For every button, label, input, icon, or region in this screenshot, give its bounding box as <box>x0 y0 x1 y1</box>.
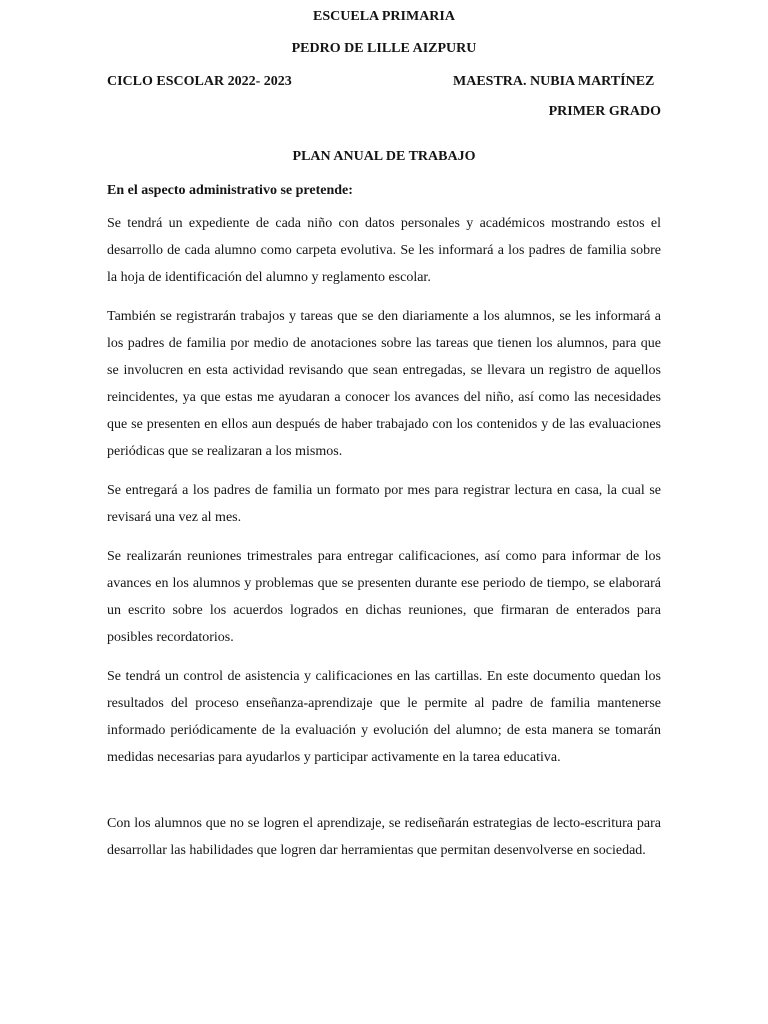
paragraph-tareas: También se registrarán trabajos y tareas que se den diariamente a los alumnos, se les informará a los padres de familia por medio de anotaciones sobre las tareas que tienen los alumnos, para que se involucren en esta actividad revisando que sean entregadas, se llevara un registro de aquellos reincidentes, ya que estas me ayudaran a conocer los avances del niño, así como las necesidades que se presenten en ellos aun después de haber trabajado con los contenidos y de las evaluaciones periódicas que se realizaran a los mismos. <box>107 309 661 459</box>
paragraph-asistencia: Se tendrá un control de asistencia y calificaciones en las cartillas. En este documento quedan los resultados del proceso enseñanza-aprendizaje que le permite al padre de familia mantenerse informado periódicamente de la evaluación y evolución del alumno; de esta manera se tomarán medidas necesarias para ayudarlos y participar activamente en la tarea educativa. <box>107 669 661 765</box>
intro-heading: En el aspecto administrativo se pretende: <box>107 183 353 198</box>
grade-label: PRIMER GRADO <box>548 104 661 119</box>
document-title: PLAN ANUAL DE TRABAJO <box>292 149 476 164</box>
paragraph-lectura: Se entregará a los padres de familia un formato por mes para registrar lectura en casa, la cual se revisará una vez al mes. <box>107 483 661 525</box>
paragraph-reuniones: Se realizarán reuniones trimestrales para entregar calificaciones, así como para informar de los avances en los alumnos y problemas que se presenten durante ese periodo de tiempo, se elaborará un escrito sobre los acuerdos logrados en dichas reuniones, que firmaran de enterados para posibles recordatorios. <box>107 549 661 645</box>
school-name-heading: PEDRO DE LILLE AIZPURU <box>291 41 477 56</box>
teacher-label: MAESTRA. NUBIA MARTÍNEZ <box>453 74 655 89</box>
school-type-heading: ESCUELA PRIMARIA <box>313 9 455 24</box>
paragraph-expediente: Se tendrá un expediente de cada niño con datos personales y académicos mostrando estos el desarrollo de cada alumno como carpeta evolutiva. Se les informará a los padres de familia sobre la hoja de identificación del alumno y reglamento escolar. <box>107 216 661 285</box>
school-year-label: CICLO ESCOLAR 2022- 2023 <box>107 74 292 89</box>
paragraph-estrategias: Con los alumnos que no se logren el aprendizaje, se rediseñarán estrategias de lecto-escritura para desarrollar las habilidades que logren dar herramientas que permitan desenvolverse en sociedad. <box>107 816 661 858</box>
